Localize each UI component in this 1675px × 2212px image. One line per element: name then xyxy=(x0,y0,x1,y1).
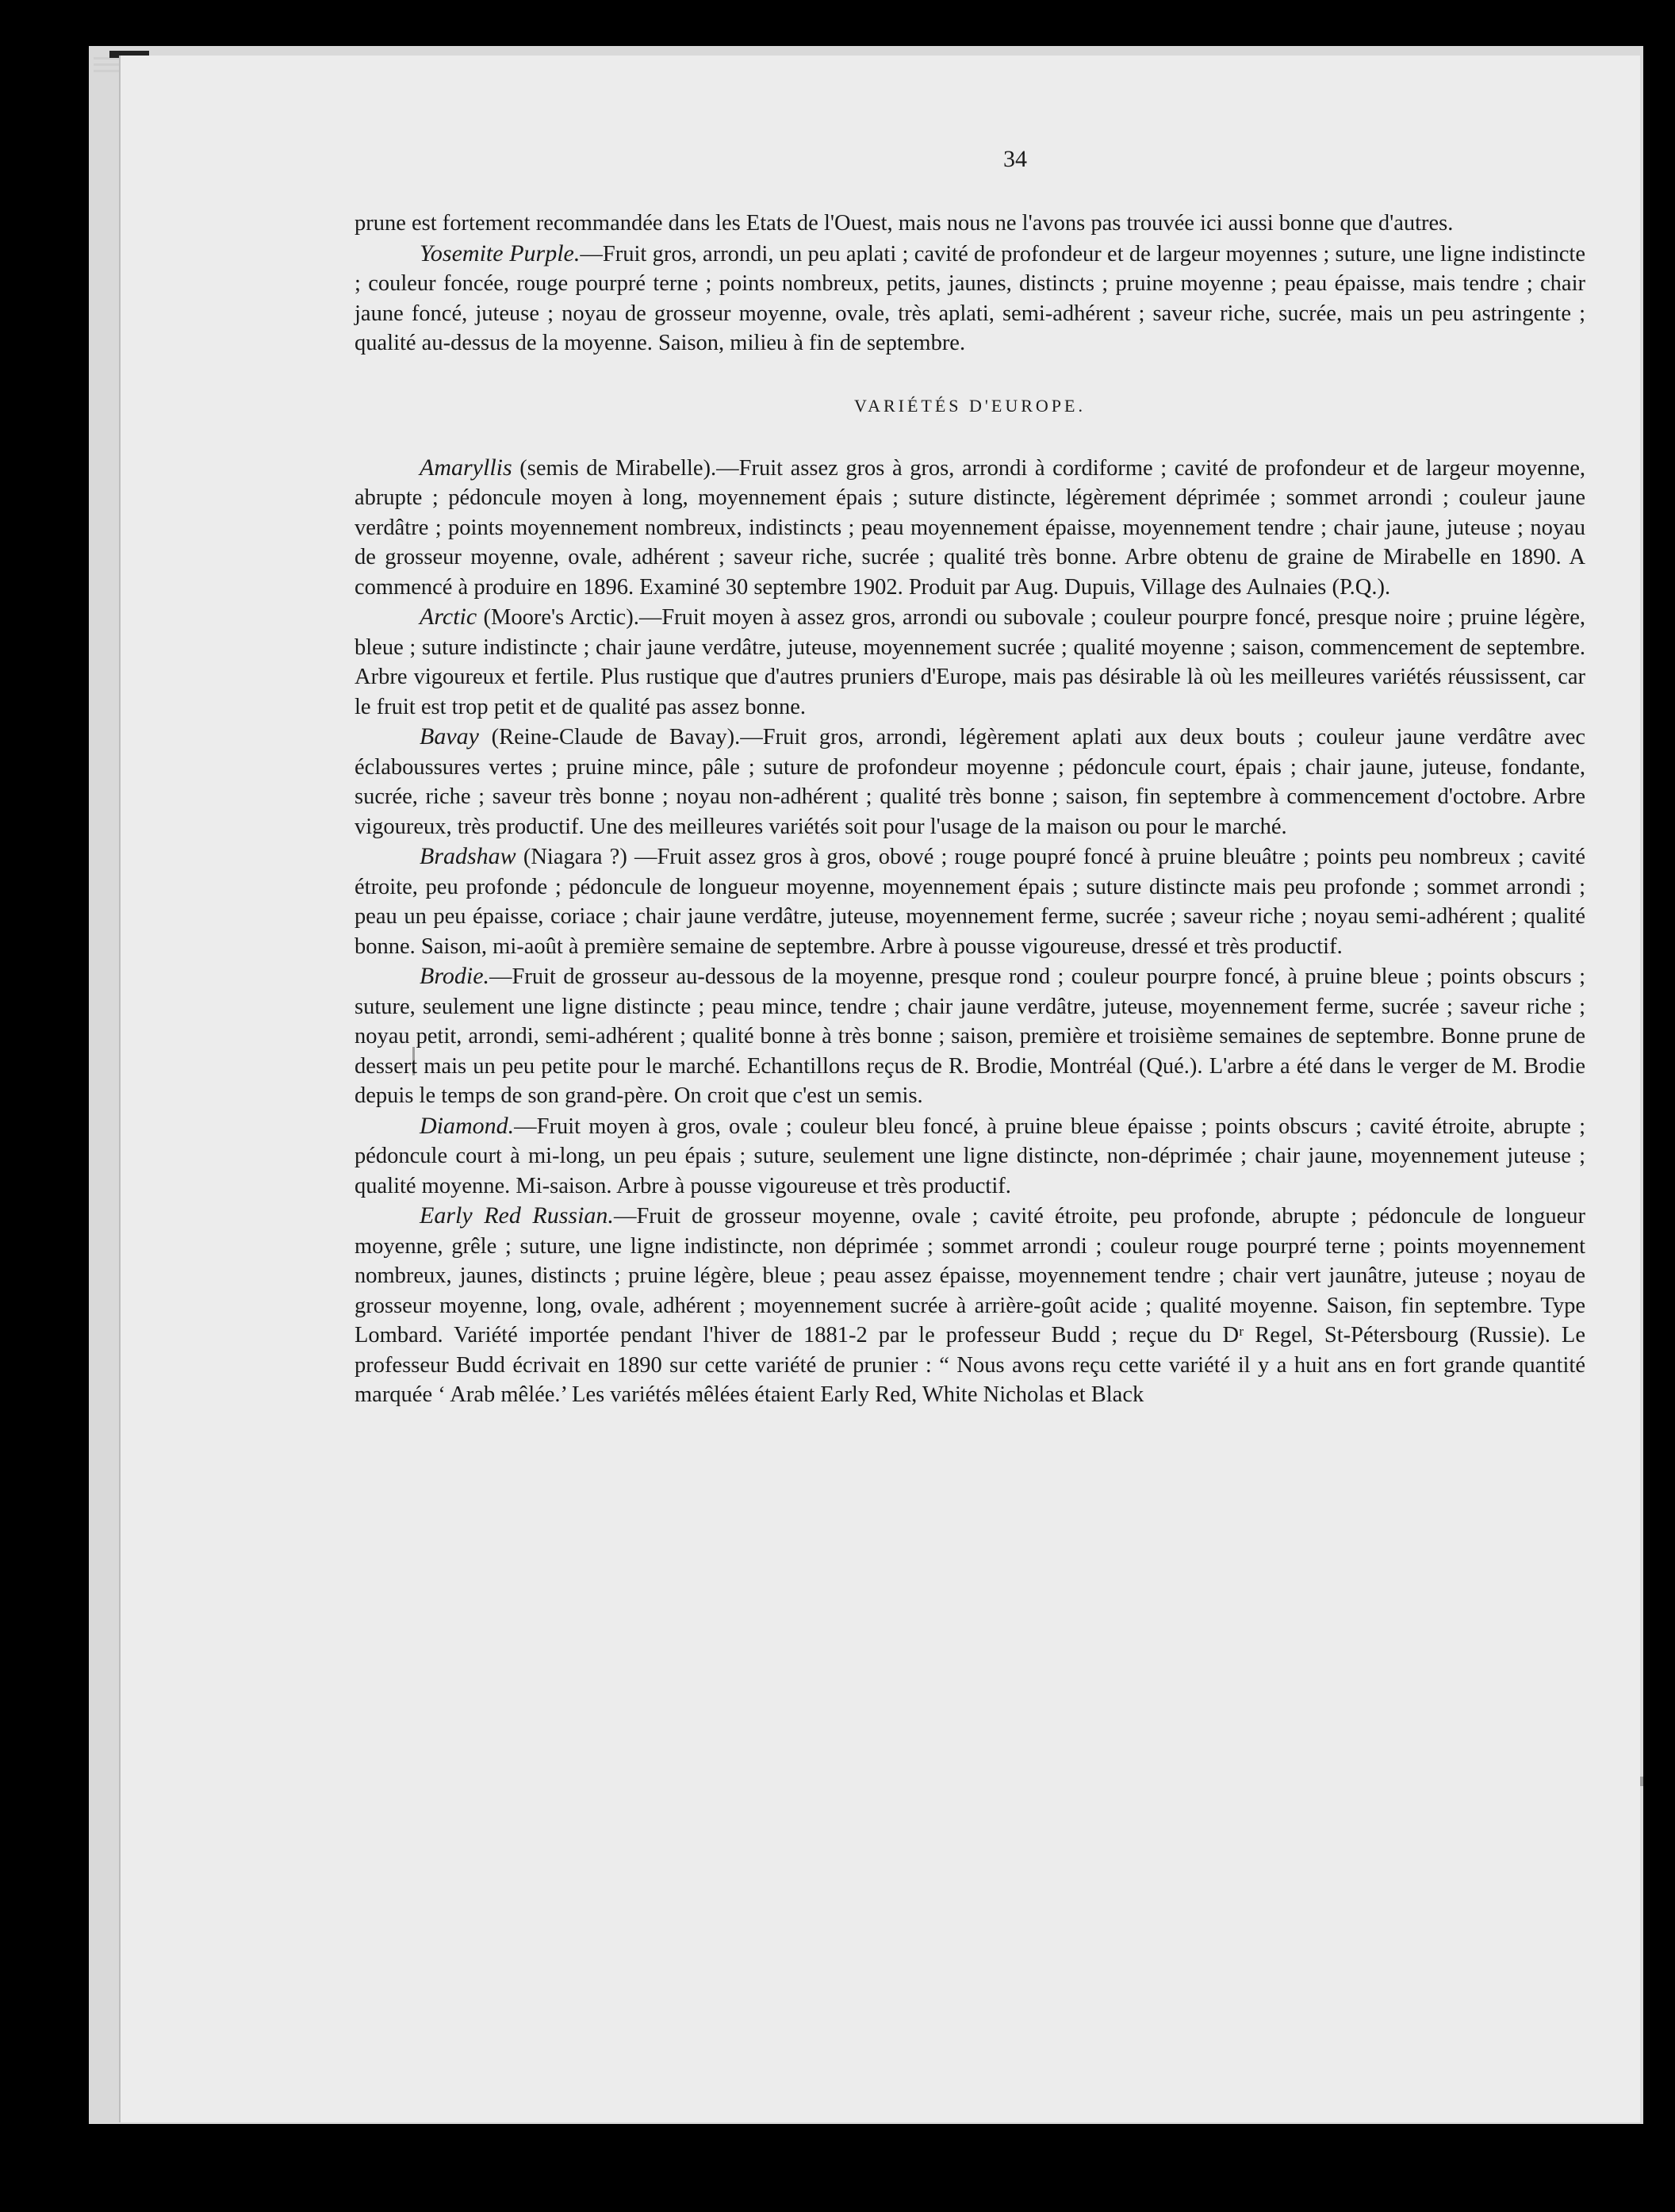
paragraph-intro: prune est fortement recommandée dans les Etats de l'Ouest, mais nous ne l'avons pas trouvée ici aussi bonne que d'autres. xyxy=(355,211,1454,236)
variety-description: (Niagara ?) —Fruit assez gros à gros, obové ; rouge poupré foncé à pruine bleuâtre ; points peu nombreux ; cavité étroite, peu profonde ; pédoncule de longueur moyenne, moyennement épais ; suture distincte mais peu profonde ; sommet arrondi ; peau un peu épaisse, coriace ; chair jaune verdâtre, juteuse, moyennement ferme, sucrée ; saveur riche ; noyau semi-adhérent ; qualité bonne. Saison, mi-août à première semaine de septembre. Arbre à pousse vigoureuse, dressé et très productif. xyxy=(355,845,1585,959)
variety-description: —Fruit de grosseur moyenne, ovale ; cavité étroite, peu profonde, abrupte ; pédoncule de longueur moyenne, grêle ; suture, une ligne indistincte, non déprimée ; sommet arrondi ; couleur rouge pourpré terne ; points moyennement nombreux, jaunes, distincts ; pruine légère, bleue ; peau assez épaisse, moyennement tendre ; chair vert jaunâtre, juteuse ; noyau de grosseur moyenne, long, ovale, adhérent ; moyennement sucrée à arrière-goût acide ; qualité moyenne. Saison, fin septembre. Type Lombard. Variété importée pendant l'hiver de 1881-2 par le professeur Budd ; reçue du Dʳ Regel, St-Pétersbourg (Russie). Le professeur Budd écrivait en 1890 sur cette variété de prunier : “ Nous avons reçu cette variété il y a huit ans en fort grande quantité marquée ‘ Arab mêlée.’ Les variétés mêlées étaient Early Red, White Nicholas et Black xyxy=(355,1204,1585,1407)
paragraph-early-red-russian xyxy=(355,1201,1585,1410)
variety-title: Yosemite Purple. xyxy=(420,240,581,266)
paragraph-yosemite-purple xyxy=(355,239,1585,358)
top-spacer xyxy=(355,140,1585,209)
variety-description: —Fruit moyen à gros, ovale ; couleur bleu foncé, à pruine bleue épaisse ; points obscurs ; cavité étroite, abrupte ; pédoncule court à mi-long, un peu épais ; suture, seulement une ligne distincte, non-déprimée ; chair jaune, moyennement juteuse ; qualité moyenne. Mi-saison. Arbre à pousse vigoureuse et très productif. xyxy=(355,1114,1585,1198)
variety-title: Early Red Russian. xyxy=(420,1202,614,1229)
variety-description: —Fruit gros, arrondi, un peu aplati ; cavité de profondeur et de largeur moyennes ; suture, une ligne indistincte ; couleur foncée, rouge pourpré terne ; points nombreux, petits, jaunes, distincts ; pruine moyenne ; peau épaisse, mais tendre ; chair jaune foncé, juteuse ; noyau de grosseur moyenne, ovale, très aplati, semi-adhérent ; saveur riche, sucrée, mais un peu astringente ; qualité au-dessus de la moyenne. Saison, milieu à fin de septembre. xyxy=(355,241,1585,355)
paragraph-amaryllis xyxy=(355,453,1585,603)
paragraph-brodie xyxy=(355,961,1585,1111)
page-spine xyxy=(119,56,121,2122)
variety-title: Brodie. xyxy=(420,963,490,989)
variety-title: Bavay xyxy=(420,723,479,749)
variety-title: Amaryllis xyxy=(420,454,512,481)
paragraph-bradshaw xyxy=(355,841,1585,961)
variety-description: —Fruit de grosseur au-dessous de la moyenne, presque rond ; couleur pourpre foncé, à pruine bleue ; points obscurs ; suture, seulement une ligne distincte ; peau mince, tendre ; chair jaune verdâtre, juteuse, moyennement ferme, sucrée ; saveur riche ; noyau petit, arrondi, semi-adhérent ; qualité bonne à très bonne ; saison, première et troisième semaines de septembre. Bonne prune de dessert mais un peu petite pour le marché. Echantillons reçus de R. Brodie, Montréal (Qué.). L'arbre a été dans le verger de M. Brodie depuis le temps de son grand-père. On croit que c'est un semis. xyxy=(355,964,1585,1108)
main-text xyxy=(355,140,1585,1410)
scan-artifact xyxy=(1640,1777,1643,1786)
section-heading: VARIÉTÉS D'EUROPE. xyxy=(854,395,1086,416)
variety-title: Arctic xyxy=(420,604,477,630)
variety-description: (Reine-Claude de Bavay).—Fruit gros, arrondi, légèrement aplati aux deux bouts ; couleur jaune verdâtre avec éclaboussures vertes ; pruine mince, pâle ; suture de profondeur moyenne ; pédoncule court, épais ; chair jaune, juteuse, fondante, sucrée, riche ; saveur très bonne ; noyau non-adhérent ; qualité très bonne ; saison, fin septembre à commencement d'octobre. Arbre vigoureux, très productif. Une des meilleures variétés soit pour l'usage de la maison ou pour le marché. xyxy=(355,725,1585,839)
paragraph-arctic xyxy=(355,602,1585,722)
paragraph-diamond xyxy=(355,1111,1585,1202)
page-number: 34 xyxy=(1003,146,1027,172)
paragraph-bavay xyxy=(355,722,1585,841)
variety-description: (semis de Mirabelle).—Fruit assez gros à gros, arrondi à cordiforme ; cavité de profondeur et de largeur moyenne, abrupte ; pédoncule moyen à long, moyennement épais ; suture distincte, légèrement déprimée ; sommet arrondi ; couleur jaune verdâtre ; points moyennement nombreux, indistincts ; peau moyennement épaisse, moyennement tendre ; chair jaune, juteuse ; noyau de grosseur moyenne, ovale, adhérent ; saveur riche, sucrée ; qualité très bonne. Arbre obtenu de graine de Mirabelle en 1890. A commencé à produire en 1896. Examiné 30 septembre 1902. Produit par Aug. Dupuis, Village des Aulnaies (P.Q.). xyxy=(355,455,1585,600)
variety-description: (Moore's Arctic).—Fruit moyen à assez gros, arrondi ou subovale ; couleur pourpre foncé, presque noire ; pruine légère, bleue ; suture indistincte ; chair jaune verdâtre, juteuse, moyennement sucrée ; qualité moyenne ; saison, commencement de septembre. Arbre vigoureux et fertile. Plus rustique que d'autres pruniers d'Europe, mais pas désirable là où les meilleures variétés réussissent, car le fruit est trop petit et de qualité pas assez bonne. xyxy=(355,605,1585,719)
variety-title: Diamond. xyxy=(420,1112,515,1139)
variety-title: Bradshaw xyxy=(420,843,516,869)
